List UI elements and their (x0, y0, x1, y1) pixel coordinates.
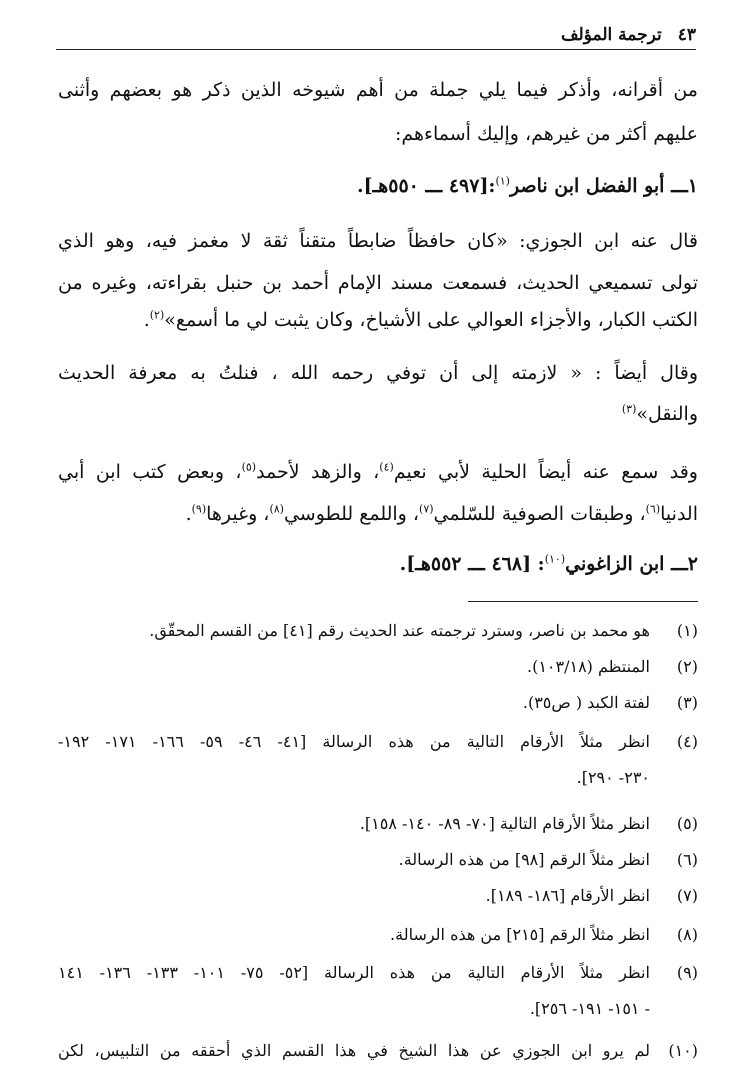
footnote (58, 962, 698, 984)
footnote (58, 849, 698, 871)
body-line (58, 502, 698, 526)
footnote-text: لم يرو ابن الجوزي عن هذا الشيخ في هذا القسم الذي أحققه من التلبيس، لكن (58, 1041, 650, 1060)
footnote (58, 885, 698, 907)
heading-name: ٢ـــ ابن الزاغوني (565, 553, 698, 575)
footnote-text: المنتظم (١٠٣/١٨). (526, 657, 650, 676)
body-line: وقال أيضاً : « لازمته إلى أن توفي رحمه الله ، فنلتُ به معرفة الحديث (58, 362, 698, 384)
footnote-text: انظر مثلاً الأرقام التالية [٧٠- ٨٩- ١٤٠- ١٥٨]. (359, 814, 650, 833)
footnote-text: انظر مثلاً الأرقام التالية من هذه الرسالة [٤١- ٤٦- ٥٩- ١٦٦- ١٧١- ١٩٢- (58, 732, 650, 751)
section-heading-1 (58, 174, 698, 198)
body-text: والنقل» (636, 403, 698, 425)
footnote-ref: (٨) (269, 502, 284, 516)
body-text: الدنيا (660, 503, 698, 525)
footnote-ref: (٧) (419, 502, 434, 516)
body-line (58, 308, 698, 332)
footnote-ref: (٩) (191, 502, 207, 516)
heading-name: ١ـــ أبو الفضل ابن ناصر (509, 175, 698, 197)
footnote-number: (١) (676, 621, 698, 640)
footnote (58, 692, 698, 714)
footnote-text: ٢٣٠- ٢٩٠]. (576, 768, 650, 787)
footnote-text: انظر مثلاً الرقم [٩٨] من هذه الرسالة. (398, 850, 650, 869)
heading-dates: : [٤٦٨ ـــ ٥٥٢هـ]. (399, 553, 545, 575)
body-text: ، والزهد لأحمد (256, 461, 380, 483)
footnote-ref: (٢) (149, 308, 165, 322)
footnote-number: (٤) (676, 732, 698, 751)
footnote-ref: (٥) (241, 460, 257, 474)
footnote-continuation (58, 998, 698, 1020)
body-line (58, 460, 698, 484)
footnote-number: (٧) (676, 886, 698, 905)
footnote-ref: (٤) (379, 460, 394, 474)
footnote-number: (١٠) (668, 1041, 698, 1060)
body-line: عليهم أكثر من غيرهم، وإليك أسماءهم: (394, 123, 698, 145)
body-text: الكتب الكبار، والأجزاء العوالي على الأشياخ، وكان يثبت لي ما أسمع» (164, 309, 698, 331)
body-text: ، وطبقات الصوفية للسّلمي (433, 503, 646, 525)
footnote (58, 620, 698, 642)
body-line (58, 402, 698, 426)
footnote-number: (٩) (676, 963, 698, 982)
body-text: . (185, 503, 192, 525)
footnote-number: (٣) (676, 693, 698, 712)
body-line: من أقرانه، وأذكر فيما يلي جملة من أهم شيوخه الذين ذكر هو بعضهم وأثنى (58, 79, 698, 101)
footnote-number: (٥) (676, 814, 698, 833)
footnote (58, 731, 698, 753)
body-text: وقد سمع عنه أيضاً الحلية لأبي نعيم (393, 461, 698, 483)
footnote-number: (٦) (676, 850, 698, 869)
footnote-ref: (٣) (621, 402, 637, 416)
heading-dates: :[٤٩٧ ـــ ٥٥٠هـ]. (357, 175, 496, 197)
footnote-ref: (١٠) (544, 552, 566, 566)
footnote-text: انظر مثلاً الأرقام التالية من هذه الرسالة [٥٢- ٧٥- ١٠١- ١٣٣- ١٣٦- ١٤١ (58, 963, 650, 982)
footnote-ref: (٦) (645, 502, 661, 516)
footnote-number: (٢) (676, 657, 698, 676)
body-text: ، وبعض كتب ابن أبي (58, 461, 242, 483)
body-text: ، وغيرها (206, 503, 270, 525)
footnote-ref: (١) (495, 174, 510, 188)
footnote (58, 924, 698, 946)
body-text: ، واللمع للطوسي (283, 503, 420, 525)
body-line: قال عنه ابن الجوزي: «كان حافظاً ضابطاً متقناً ثقة لا مغمز فيه، وهو الذي (58, 230, 698, 252)
body-line: تولى تسميعي الحديث، فسمعت مسند الإمام أحمد بن حنبل بقراءته، وغيره من (58, 272, 698, 294)
footnote (58, 813, 698, 835)
footnote-separator (468, 601, 698, 602)
footnote (58, 1040, 698, 1062)
footnote-text: انظر الأرقام [١٨٦- ١٨٩]. (485, 886, 650, 905)
footnote-continuation (58, 767, 698, 789)
footnote-text: هو محمد بن ناصر، وسترد ترجمته عند الحديث رقم [٤١] من القسم المحقّق. (149, 621, 650, 640)
page-number: ٤٣ (677, 25, 696, 45)
running-title: ترجمة المؤلف (560, 25, 662, 45)
footnote-number: (٨) (676, 925, 698, 944)
footnote-text: - ١٥١- ١٩١- ٢٥٦]. (529, 999, 650, 1018)
body-text: . (143, 309, 150, 331)
footnote-text: انظر مثلاً الرقم [٢١٥] من هذه الرسالة. (390, 925, 650, 944)
footnote-text: لفتة الكبد ( ص٣٥). (522, 693, 650, 712)
footnote (58, 656, 698, 678)
section-heading-2 (58, 552, 698, 576)
page-header (56, 20, 696, 50)
